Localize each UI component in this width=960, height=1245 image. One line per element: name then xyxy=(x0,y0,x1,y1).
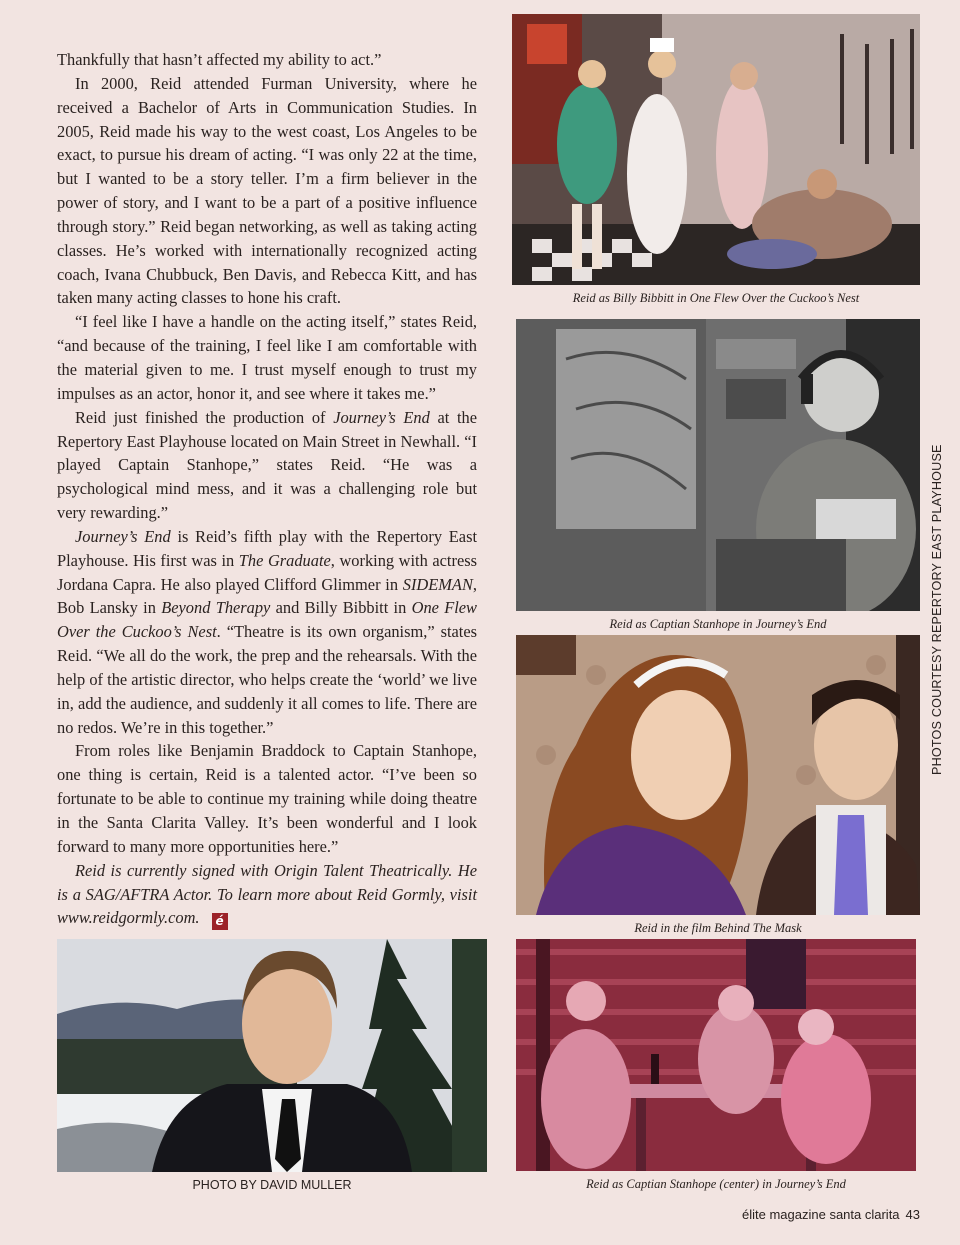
play-title: One Flew Over the Cuckoo’s Nest xyxy=(57,598,477,642)
bio-text: Reid is currently signed with Origin Talent Theatrically. He is a SAG/AFTRA Actor. To learn more about Reid Gormly, visit www.reidgormly.com. xyxy=(57,860,477,928)
behind-the-mask-image xyxy=(516,635,920,915)
photo-portrait xyxy=(57,939,487,1172)
play-title: SIDEMAN xyxy=(402,574,473,594)
article-paragraph: “I feel like I have a handle on the acting itself,” states Reid, “and because of the training, I feel like I am comfortable with the material given to me. I trust myself enough to trust my impulses as an actor, honor it, and see where it takes me.” xyxy=(57,312,477,403)
article-paragraph xyxy=(57,406,477,525)
article-paragraph xyxy=(57,525,477,740)
photo-caption: Reid as Captian Stanhope in Journey’s End xyxy=(609,617,827,631)
page-folio xyxy=(742,1207,920,1222)
text-run: and Billy Bibbitt in xyxy=(270,598,412,618)
photo-caption: Reid as Billy Bibbitt in One Flew Over the Cuckoo’s Nest xyxy=(572,291,860,305)
photo-journeys-end-stage xyxy=(516,939,916,1171)
side-photo-credit: PHOTOS COURTESY REPERTORY EAST PLAYHOUSE xyxy=(930,444,944,775)
text-run: , working with actress Jordana Capra. He also played Clifford Glimmer in xyxy=(57,550,477,594)
photo-journeys-end-bw xyxy=(516,319,920,611)
article-paragraph: From roles like Benjamin Braddock to Captain Stanhope, one thing is certain, Reid is a talented actor. “I’ve been so fortunate to be able to continue my training while doing theatre in the Santa Clarita Valley. It’s been wonderful and I look forward to many more opportunities here.” xyxy=(57,741,477,856)
page-number: 43 xyxy=(905,1207,920,1222)
article-paragraph: Thankfully that hasn’t affected my ability to act.” xyxy=(57,50,382,69)
journeys-end-bw-image xyxy=(516,319,920,611)
article-body xyxy=(57,48,477,930)
text-run: . “Theatre is its own organism,” states Reid. “We all do the work, the prep and the rehearsals. With the help of the artistic director, who helps create the ‘world’ we live in, add the audience, and suddenly it all comes to life. There are no redos. We’re in this together.” xyxy=(57,622,477,737)
play-title: Beyond Therapy xyxy=(161,598,271,618)
text-run: at the Repertory East Playhouse located on Main Street in Newhall. “I played Captain Stanhope,” states Reid. “He was a psychological mind mess, and it was a challenging role but very rewarding.” xyxy=(57,407,477,523)
text-run: is Reid’s fifth play with the Repertory East Playhouse. His first was in xyxy=(57,526,477,570)
photo-caption: Reid as Captian Stanhope (center) in Journey’s End xyxy=(586,1177,846,1191)
play-title: The Graduate xyxy=(238,550,331,570)
photo-credit-caption: PHOTO BY DAVID MULLER xyxy=(192,1178,352,1192)
photo-cuckoos-nest xyxy=(512,14,920,285)
stage-scene-image xyxy=(512,14,920,285)
article-paragraph: In 2000, Reid attended Furman University, where he received a Bachelor of Arts in Communication Studies. In 2005, Reid made his way to the west coast, Los Angeles to be exact, to pursue his dream of acting. “I was only 22 at the time, but I wanted to be a story teller. I’m a firm believer in the power of story, and I want to be a part of a positive influence through story.” Reid began networking, as well as taking acting classes. He’s worked with internationally recognized acting coach, Ivana Chubbuck, Ben Davis, and Rebecca Kitt, and has taken many acting classes to hone his craft. xyxy=(57,73,477,308)
end-mark-icon: é xyxy=(212,913,228,930)
text-run: , Bob Lansky in xyxy=(57,574,477,618)
bio-paragraph xyxy=(57,859,477,931)
portrait-image xyxy=(57,939,487,1172)
publication-name: élite magazine santa clarita xyxy=(742,1207,900,1222)
play-title: Journey’s End xyxy=(75,526,171,546)
play-title: Journey’s End xyxy=(333,407,430,427)
journeys-end-stage-image xyxy=(516,939,916,1171)
photo-behind-the-mask xyxy=(516,635,920,915)
text-run: Reid just finished the production of xyxy=(75,407,334,427)
photo-caption: Reid in the film Behind The Mask xyxy=(634,921,802,935)
